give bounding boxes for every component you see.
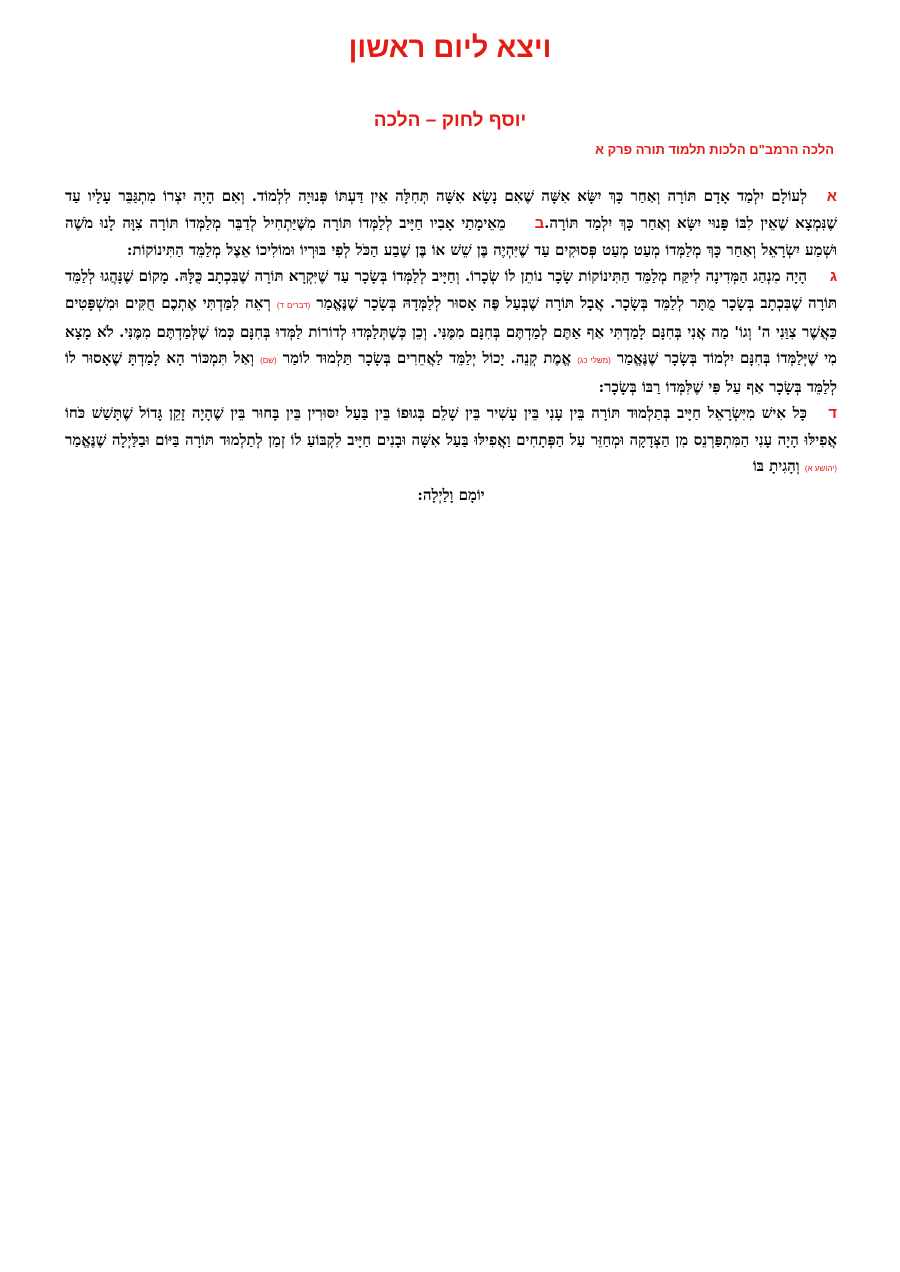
source-reference: הלכה הרמב"ם הלכות תלמוד תורה פרק א [595, 142, 834, 157]
section-title: יוסף לחוק – הלכה [373, 110, 527, 131]
halacha-4 [65, 400, 837, 508]
halacha-3 [65, 263, 837, 400]
halacha-number: א [826, 188, 837, 205]
halacha-text-end: יוֹמָם וָלַיְלָה: [417, 486, 485, 504]
halacha-number: ב [534, 215, 545, 232]
page-title: ויצא ליום ראשון [348, 32, 552, 64]
halacha-text: לְעוֹלָם יִלְמַד אָדָם תּוֹרָה וְאַחַר כָּךְ יִשָּׂא אִשָּׁה שֶׁאִם נָשָׂא אִשָּׁה תְּחִלָּה אֵין דַּעְתּוֹ פְּנוּיָה לִלְמוֹד. וְאִם הָיָה יִצְרוֹ מִתְגַּבֵּר עָלָיו עַד שֶׁנִּמְצָא שֶׁאֵין לִבּוֹ פָּנוּי יִשָּׂא וְאַחַר כָּךְ יִלְמַד תּוֹרָה. [65, 187, 837, 232]
halacha-text: מֵאֵימָתַי אָבִיו חַיָּיב לְלַמְּדוֹ תּוֹרָה מִשֶּׁיַּתְחִיל לְדַבֵּר מְלַמְּדוֹ תּוֹרָה צִוָּה לָנוּ מֹשֶׁה וּשְׁמַע יִשְׂרָאֵל וְאַחַר כָּךְ מְלַמְּדוֹ מְעַט מְעַט פְּסוּקִים עַד שֶׁיִּהְיֶה בֶּן שֵׁשׁ אוֹ בֶּן שֶׁבַע הַכֹּל לְפִי בּוּרְיוֹ וּמוֹלִיכוֹ אֵצֶל מְלַמֵּד הַתִּינוֹקוֹת: [65, 214, 837, 259]
verse-citation: (יהושע א) [804, 464, 837, 473]
halacha-body [65, 183, 837, 508]
halacha-text: אֱמֶת קְנֵה. יָכוֹל יְלַמֵּד לַאֲחֵרִים בְּשָׂכָר תַּלְמוּד לוֹמַר [282, 349, 572, 367]
halacha-text: וְהָגִיתָ בּוֹ [752, 457, 800, 475]
halacha-number: ד [828, 405, 837, 422]
halacha-1 [65, 183, 837, 263]
halacha-text: הָיָה מִנְהַג הַמְּדִינָה לִיקַּח מְלַמֵּד הַתִּינוֹקוֹת שָׂכָר נוֹתֵן לוֹ שְׂכָרוֹ. וְחַיָּיב לְלַמְּדוֹ בְּשָׂכָר עַד שֶׁיִּקְרָא תּוֹרָה שֶׁבִּכְתָב כֻּלָּהּ. מָקוֹם שֶׁנָּהֲגוּ לְלַמֵּד תּוֹרָה שֶׁבִּכְתָב בְּשָׂכָר מֻתָּר לְלַמֵּד בְּשָׂכָר. אֲבָל תּוֹרָה שֶׁבְּעַל פֶּה אָסוּר לְלַמְּדָהּ בְּשָׂכָר שֶׁנֶּאֱמַר [65, 267, 837, 312]
verse-citation: (משלי כג) [577, 356, 611, 365]
halacha-text: רְאֵה לִמַּדְתִּי אֶתְכֶם חֻקִּים וּמִשְׁפָּטִים כַּאֲשֶׁר צִוַּנִי ה' וְגוֹ' מַה אֲנִי בְּחִנָּם לָמַדְתִּי אַף אַתֶּם לְמַדְתֶּם בְּחִנָּם מִמֶּנִּי. וְכֵן כְּשֶׁתְּלַמְּדוּ לְדוֹרוֹת לַמְּדוּ בְּחִנָּם כְּמוֹ שֶׁלְּמַדְתֶּם מִמֶּנִּי. לֹא מָצָא מִי שֶׁיְּלַמְּדוֹ בְּחִנָּם יִלְמוֹד בְּשָׂכָר שֶׁנֶּאֱמַר [65, 294, 837, 367]
halacha-text: וְאַל תִּמְכּוֹר הָא לָמַדְתָּ שֶׁאָסוּר לוֹ לְלַמֵּד בְּשָׂכָר אַף עַל פִּי שֶׁלִּמְּדוֹ רַבּוֹ בְּשָׂכָר: [65, 349, 837, 396]
halacha-number: ג [829, 268, 837, 285]
halacha-text: כָּל אִישׁ מִיִּשְׂרָאֵל חַיָּיב בְּתַלְמוּד תּוֹרָה בֵּין עָנִי בֵּין עָשִׁיר בֵּין שָׁלֵם בְּגוּפוֹ בֵּין בַּעַל יִסּוּרִין בֵּין בָּחוּר בֵּין שֶׁהָיָה זָקֵן גָּדוֹל שֶׁתָּשַׁשׁ כֹּחוֹ אֲפִילּוּ הָיָה עָנִי הַמִּתְפַּרְנֵס מִן הַצְּדָקָה וּמְחַזֵּר עַל הַפְּתָחִים וַאֲפִילּוּ בַּעַל אִשָּׁה וּבָנִים חַיָּיב לִקְבּוֹעַ לוֹ זְמַן לְתַלְמוּד תּוֹרָה בַּיּוֹם וּבַלַּיְלָה שֶׁנֶּאֱמַר [65, 404, 837, 449]
verse-citation: (שם) [260, 356, 277, 365]
verse-citation: (דברים ד) [276, 301, 311, 310]
